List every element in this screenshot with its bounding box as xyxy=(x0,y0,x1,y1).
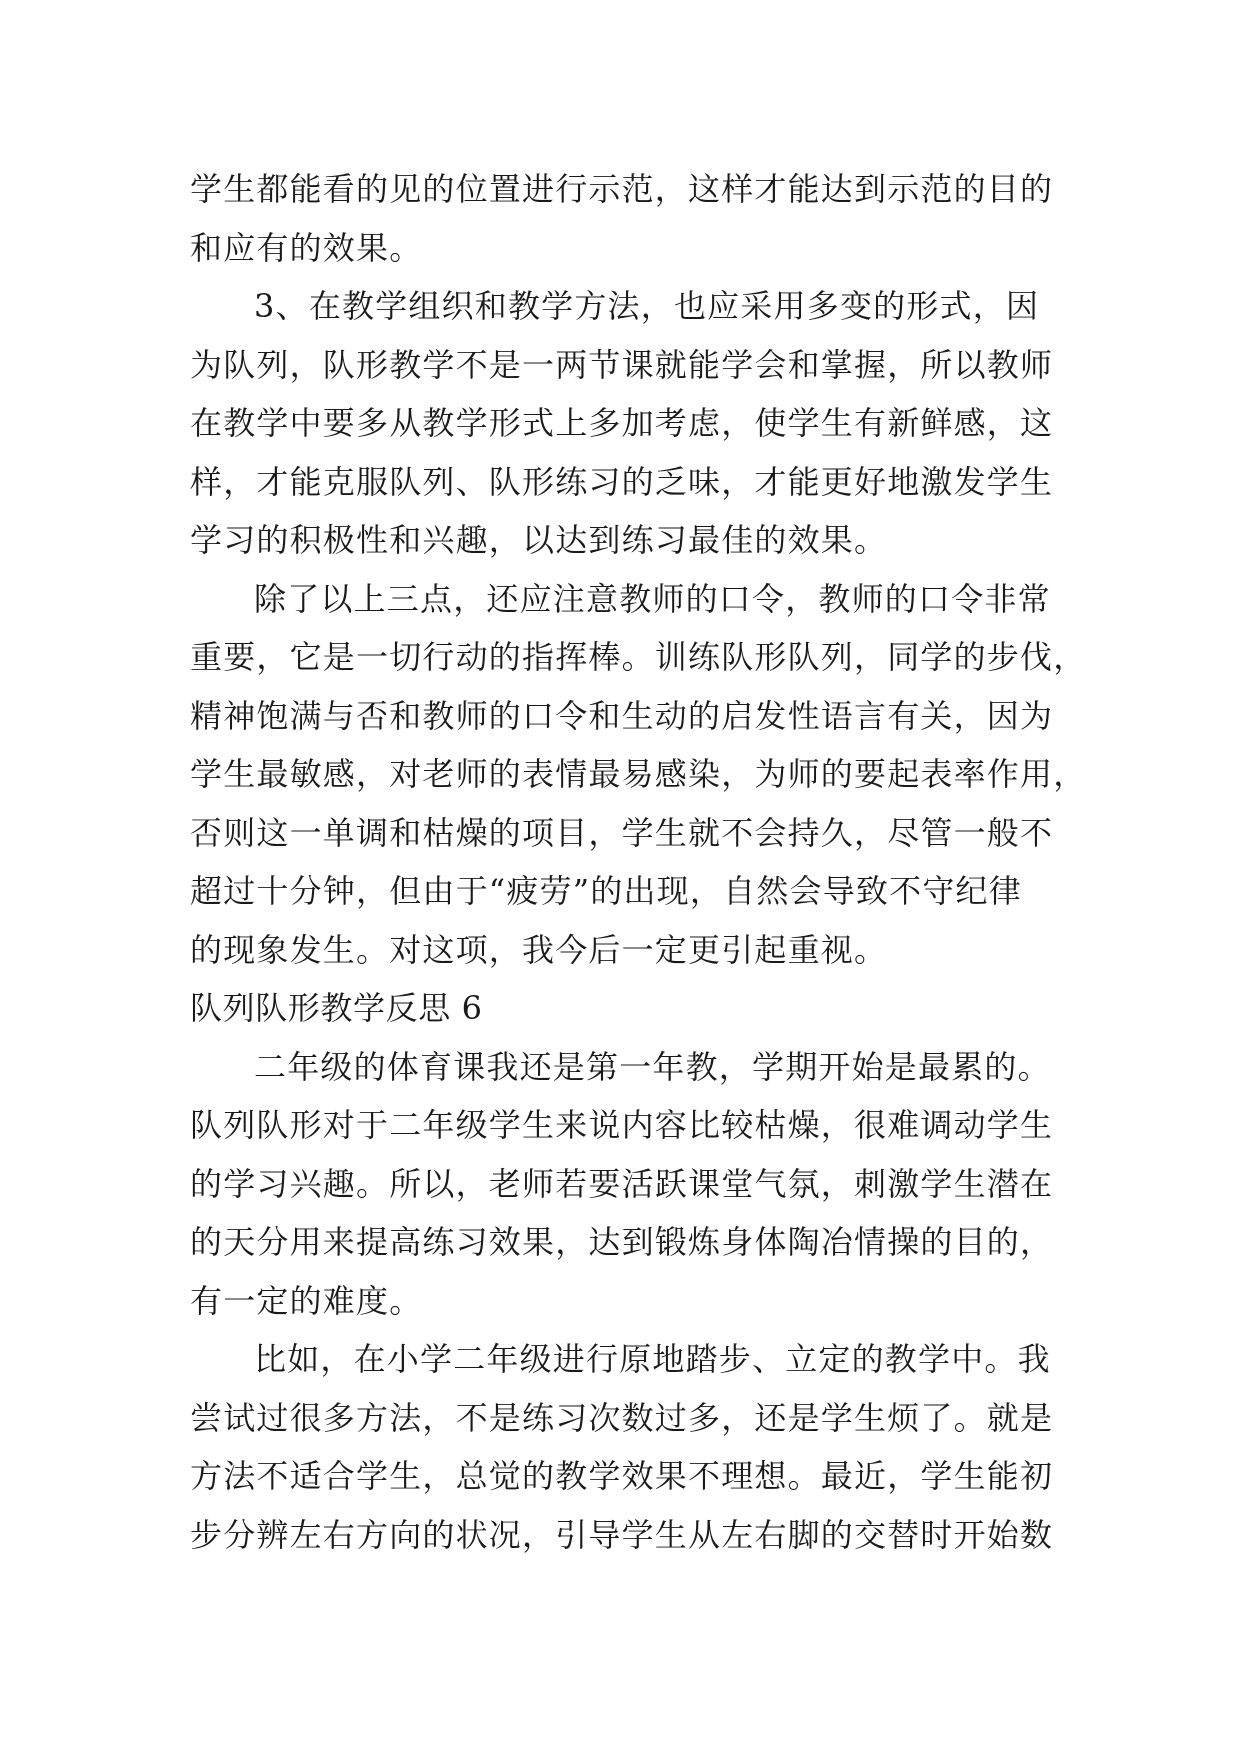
text-line: 在教学中要多从教学形式上多加考虑，使学生有新鲜感，这 xyxy=(190,404,1054,442)
text-line: 有一定的难度。 xyxy=(190,1281,423,1320)
paragraph-start-line: 除了以上三点，还应注意教师的口令，教师的口令非常 xyxy=(254,579,1051,618)
text-line: 的天分用来提高练习效果，达到锻炼身体陶冶情操的目的， xyxy=(190,1223,1054,1261)
text-line: 的现象发生。对这项，我今后一定更引起重视。 xyxy=(190,930,888,969)
text-line: 的学习兴趣。所以，老师若要活跃课堂气氛，刺激学生潜在 xyxy=(190,1164,1054,1203)
document-body xyxy=(190,160,1087,1564)
text-line: 和应有的效果。 xyxy=(190,228,423,267)
section-heading: 队列队形教学反思 6 xyxy=(190,989,483,1027)
text-line: 重要，它是一切行动的指挥棒。训练队形队列，同学的步伐， xyxy=(190,638,1087,676)
text-line: 学生最敏感，对老师的表情最易感染，为师的要起表率作用， xyxy=(190,755,1087,793)
paragraph-start-line: 3、在教学组织和教学方法，也应采用多变的形式，因 xyxy=(254,287,1040,325)
text-line: 学习的积极性和兴趣，以达到练习最佳的效果。 xyxy=(190,521,888,559)
text-line: 尝试过很多方法，不是练习次数过多，还是学生烦了。就是 xyxy=(190,1398,1054,1437)
text-line: 队列队形对于二年级学生来说内容比较枯燥，很难调动学生 xyxy=(190,1106,1054,1144)
text-line: 否则这一单调和枯燥的项目，学生就不会持久，尽管一般不 xyxy=(190,813,1054,852)
text-line: 样，才能克服队列、队形练习的乏味，才能更好地激发学生 xyxy=(190,462,1054,501)
text-line: 精神饱满与否和教师的口令和生动的启发性语言有关，因为 xyxy=(190,696,1054,735)
text-line: 超过十分钟，但由于“疲劳”的出现，自然会导致不守纪律 xyxy=(190,872,1022,910)
paragraph-start-line: 比如，在小学二年级进行原地踏步、立定的教学中。我 xyxy=(254,1340,1051,1378)
text-line: 学生都能看的见的位置进行示范，这样才能达到示范的目的 xyxy=(190,170,1054,208)
paragraph-start-line: 二年级的体育课我还是第一年教，学期开始是最累的。 xyxy=(254,1047,1051,1086)
text-line: 步分辨左右方向的状况，引导学生从左右脚的交替时开始数 xyxy=(190,1515,1054,1554)
text-line: 为队列，队形教学不是一两节课就能学会和掌握，所以教师 xyxy=(190,345,1054,384)
text-line: 方法不适合学生，总觉的教学效果不理想。最近，学生能初 xyxy=(190,1457,1054,1495)
